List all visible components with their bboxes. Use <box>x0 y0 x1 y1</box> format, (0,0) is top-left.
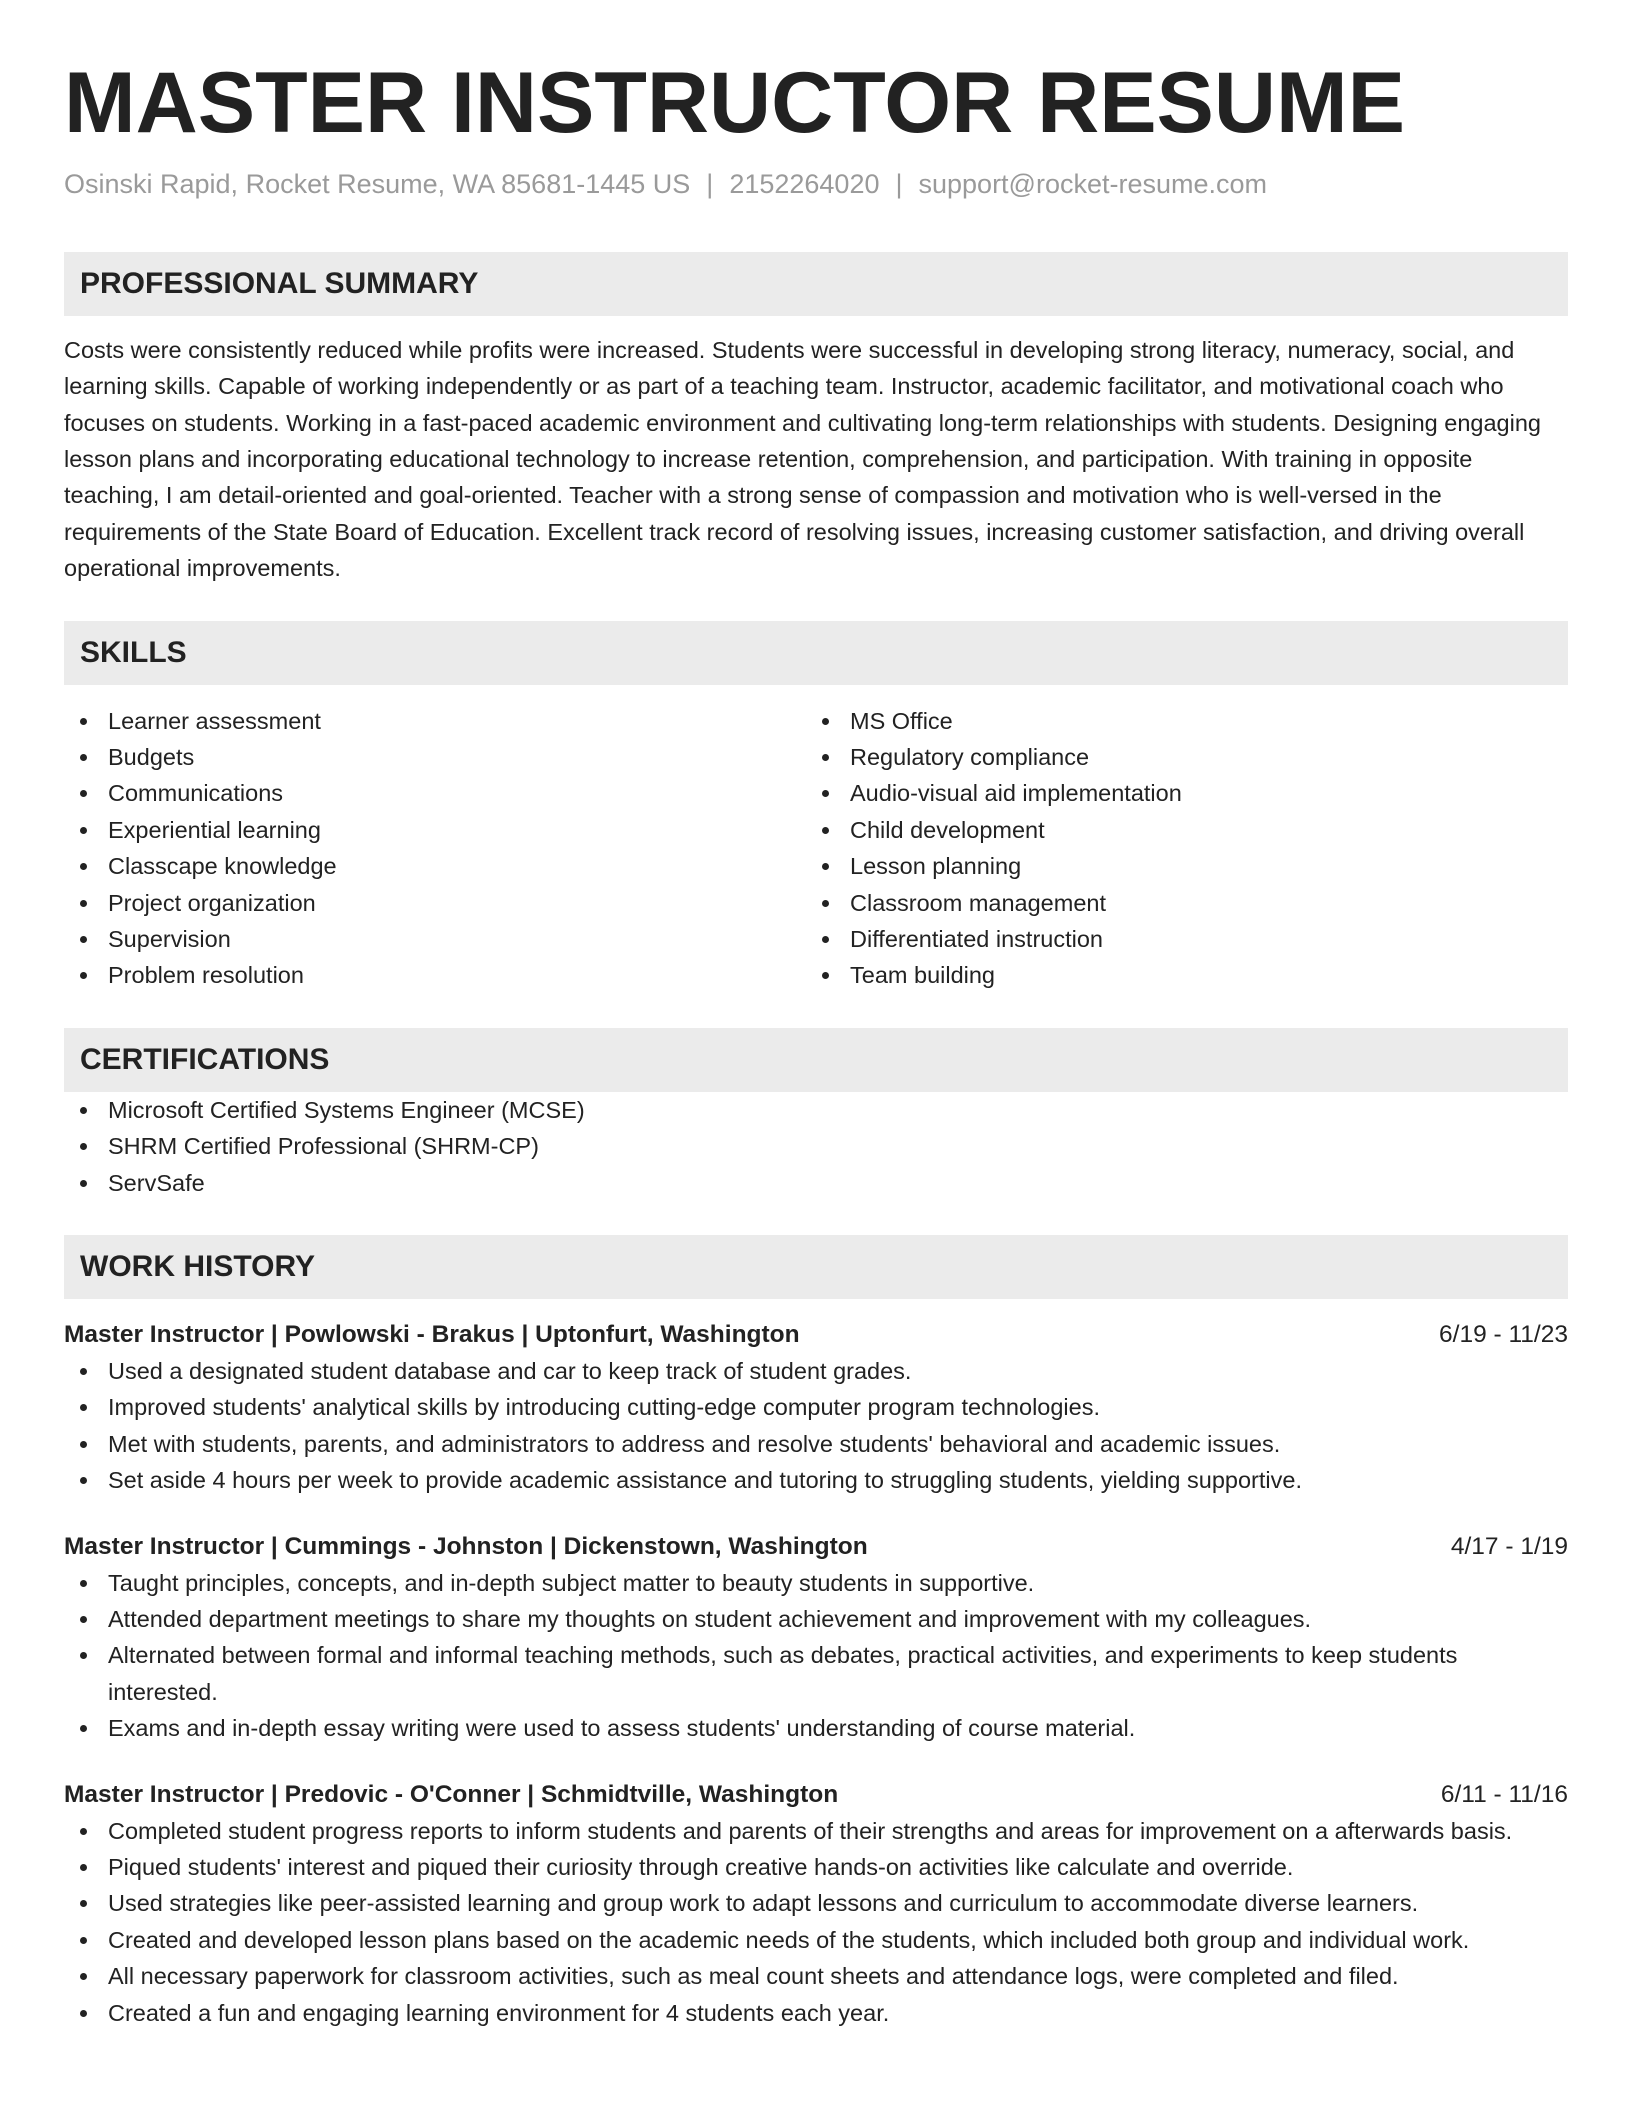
job-header <box>64 1317 1568 1353</box>
skill-item: Experiential learning <box>64 812 806 848</box>
job-bullet: Met with students, parents, and administrators to address and resolve students' behavioral and academic issues. <box>64 1426 1568 1462</box>
section-header-certifications: CERTIFICATIONS <box>64 1028 1568 1092</box>
job-dates: 6/11 - 11/16 <box>1440 1780 1568 1808</box>
summary-text: Costs were consistently reduced while profits were increased. Students were successful in developing strong literacy, numeracy, social, and learning skills. Capable of working independently or as part of a teaching team. Instructor, academic facilitator, and motivational coach who focuses on students. Working in a fast-paced academic environment and cultivating long-term relationships with students. Designing engaging lesson plans and incorporating educational technology to increase retention, comprehension, and participation. With training in opposite teaching, I am detail-oriented and goal-oriented. Teacher with a strong sense of compassion and motivation who is well-versed in the requirements of the State Board of Education. Excellent track record of resolving issues, increasing customer satisfaction, and driving overall operational improvements. <box>64 336 1541 582</box>
section-header-skills: SKILLS <box>64 621 1568 685</box>
certifications-list <box>64 1092 1568 1201</box>
section-header-summary: PROFESSIONAL SUMMARY <box>64 252 1568 316</box>
contact-address: Osinski Rapid, Rocket Resume, WA 85681-1445 US <box>64 168 691 199</box>
job-title: Master Instructor | Cummings - Johnston | Dickenstown, Washington <box>64 1532 868 1560</box>
skill-item: Team building <box>806 957 1548 993</box>
job-header <box>64 1777 1568 1813</box>
skill-item: Project organization <box>64 885 806 921</box>
job-title: Master Instructor | Powlowski - Brakus | Uptonfurt, Washington <box>64 1321 800 1348</box>
job-bullet: Attended department meetings to share my thoughts on student achievement and improvement with my colleagues. <box>64 1601 1568 1637</box>
job-header <box>64 1529 1568 1565</box>
contact-separator: | <box>895 168 903 199</box>
skill-item: Problem resolution <box>64 957 806 993</box>
section-header-work-history: WORK HISTORY <box>64 1235 1568 1299</box>
job-bullet: Created a fun and engaging learning environment for 4 students each year. <box>64 1995 1568 2031</box>
job-bullet: Created and developed lesson plans based on the academic needs of the students, which included both group and individual work. <box>64 1922 1568 1958</box>
skill-item: Communications <box>64 775 806 811</box>
skill-item: Classcape knowledge <box>64 848 806 884</box>
job-entry <box>64 1317 1568 1499</box>
skill-item: Budgets <box>64 739 806 775</box>
job-dates: 4/17 - 1/19 <box>1450 1532 1568 1560</box>
contact-email: support@rocket-resume.com <box>918 168 1268 199</box>
skills-list-left <box>64 703 806 994</box>
job-bullet: All necessary paperwork for classroom activities, such as meal count sheets and attendance logs, were completed and filed. <box>64 1958 1568 1994</box>
job-bullet: Completed student progress reports to inform students and parents of their strengths and areas for improvement on a afterwards basis. <box>64 1813 1568 1849</box>
job-bullets <box>64 1813 1568 2031</box>
skills-column-left <box>64 703 806 994</box>
skill-item: Lesson planning <box>806 848 1548 884</box>
job-entry <box>64 1777 1568 2031</box>
job-bullet: Alternated between formal and informal teaching methods, such as debates, practical activities, and experiments to keep students interested. <box>64 1637 1568 1710</box>
job-bullet: Improved students' analytical skills by introducing cutting-edge computer program technologies. <box>64 1389 1568 1425</box>
skill-item: Child development <box>806 812 1548 848</box>
job-bullet: Exams and in-depth essay writing were used to assess students' understanding of course material. <box>64 1710 1568 1746</box>
skills-column-right <box>806 703 1548 994</box>
contact-info <box>64 167 1568 202</box>
job-bullet: Set aside 4 hours per week to provide academic assistance and tutoring to struggling students, yielding supportive. <box>64 1462 1568 1498</box>
job-bullet: Used strategies like peer-assisted learning and group work to adapt lessons and curriculum to accommodate diverse learners. <box>64 1885 1568 1921</box>
job-bullet: Used a designated student database and car to keep track of student grades. <box>64 1353 1568 1389</box>
job-bullets <box>64 1565 1568 1747</box>
contact-separator: | <box>706 168 714 199</box>
contact-phone: 2152264020 <box>729 168 880 199</box>
certification-item: Microsoft Certified Systems Engineer (MCSE) <box>64 1092 1568 1128</box>
certification-item: SHRM Certified Professional (SHRM-CP) <box>64 1128 1568 1164</box>
skills-list-right <box>806 703 1548 994</box>
job-bullets <box>64 1353 1568 1499</box>
resume-title: MASTER INSTRUCTOR RESUME <box>64 55 1406 151</box>
skill-item: Classroom management <box>806 885 1548 921</box>
skill-item: Regulatory compliance <box>806 739 1548 775</box>
skills-grid <box>64 703 1568 994</box>
certification-item: ServSafe <box>64 1165 1568 1201</box>
skill-item: Differentiated instruction <box>806 921 1548 957</box>
skill-item: Learner assessment <box>64 703 806 739</box>
job-bullet: Piqued students' interest and piqued their curiosity through creative hands-on activities like calculate and override. <box>64 1849 1568 1885</box>
skill-item: MS Office <box>806 703 1548 739</box>
job-entry <box>64 1529 1568 1747</box>
job-title: Master Instructor | Predovic - O'Conner | Schmidtville, Washington <box>64 1780 839 1808</box>
skill-item: Audio-visual aid implementation <box>806 775 1548 811</box>
job-bullet: Taught principles, concepts, and in-depth subject matter to beauty students in supportive. <box>64 1565 1568 1601</box>
skill-item: Supervision <box>64 921 806 957</box>
job-dates: 6/19 - 11/23 <box>1439 1321 1568 1348</box>
